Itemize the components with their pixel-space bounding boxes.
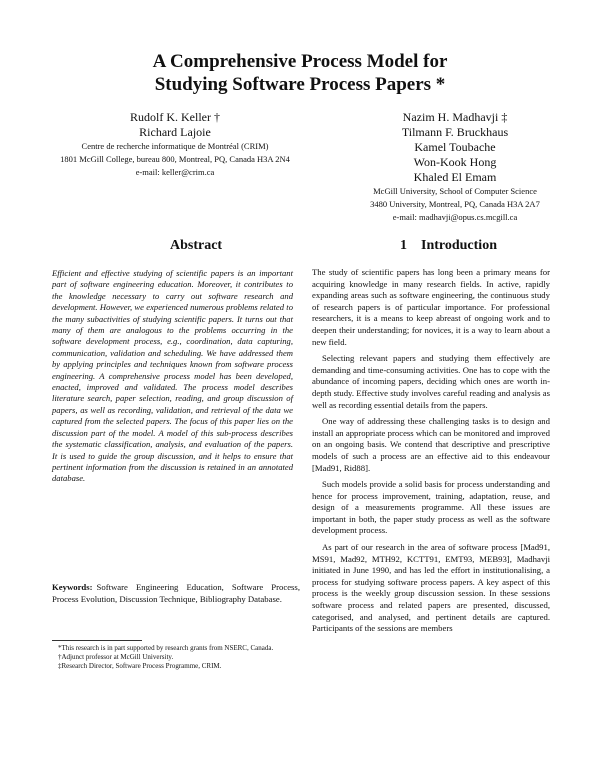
affiliation-line: 3480 University, Montreal, PQ, Canada H3A 2A7	[370, 199, 540, 209]
author-block-mcgill	[330, 110, 580, 224]
author-name: Richard Lajoie	[139, 125, 211, 139]
affiliation-line: McGill University, School of Computer Science	[373, 186, 537, 196]
author-name: Khaled El Emam	[413, 170, 497, 184]
section-title: Introduction	[421, 238, 497, 253]
keywords	[52, 582, 300, 605]
author-name: Nazim H. Madhavji ‡	[402, 110, 508, 124]
abstract-heading: Abstract	[170, 238, 223, 253]
author-name: Rudolf K. Keller †	[130, 110, 220, 124]
abstract-text: Efficient and effective studying of scientific papers is an important part of software engineering education. Moreover, it contributes to the knowledge necessary to carry out software research and development. However, we experienced numerous problems related to the many subactivities of studying scientific papers. It turns out that many of them are analogous to the problems occurring in the software development process, e.g., coordination, data capturing, communication, validation and scheduling. We have addressed them by applying principles and techniques known from software process engineering. A comprehensive process model has been developed, enacted, improved and validated. The process model describes literature search, paper selection, reading, and group discussion of papers, as well as recording, validation, and retrieval of the data we captured from the selected papers. The focus of this paper lies on the discussion part of the model. A model of this sub-process describes the systematic classification, analysis, and evaluation of the papers. It is used to guide the group discussion, and it helps to ensure that pertinent information from the discussion is retained in an annotated database.	[52, 268, 293, 484]
email-line: e-mail: keller@crim.ca	[135, 167, 215, 177]
affiliation-line: Centre de recherche informatique de Montréal (CRIM)	[81, 141, 269, 151]
author-name: Tilmann F. Bruckhaus	[401, 125, 509, 139]
introduction-heading	[400, 238, 497, 254]
footnotes	[52, 644, 302, 672]
author-name: Won-Kook Hong	[413, 155, 497, 169]
title-line-1: A Comprehensive Process Model for	[152, 51, 448, 72]
footnote: †Adjunct professor at McGill University.	[58, 653, 174, 662]
email-line: e-mail: madhavji@opus.cs.mcgill.ca	[392, 212, 518, 222]
keywords-text: Software Engineering Education, Software Process, Process Evolution, Discussion Technique, Bibliography Database.	[52, 582, 300, 604]
paragraph: As part of our research in the area of software process [Mad91, MS91, Mad92, MTH92, KCTT91, EMT93, MEB93], Madhavji initiated in June 1990, and has led the effort in institutionalising, a process for studying software process papers. A key aspect of this process is the weekly group discussion session. In these sessions software process and related papers are presented, discussed, categorised, and analysed, and pertinent details are captured. Participants of the sessions are members	[312, 542, 550, 634]
paragraph: Selecting relevant papers and studying them effectively are demanding and time-consuming activities. One has to cope with the abundance of incoming papers, deciding which ones are worth in-depth study. Effective study involves careful reading and analysis as well as recording essential details from the papers.	[312, 353, 550, 410]
affiliation-line: 1801 McGill College, bureau 800, Montreal, PQ, Canada H3A 2N4	[60, 154, 290, 164]
keywords-label: Keywords:	[52, 582, 93, 592]
paragraph: One way of addressing these challenging tasks is to design and install an appropriate process which can be monitored and improved on an ongoing basis. We contend that descriptive and prescriptive models of such a process are an effective aid to this endeavour [Mad91, Rid88].	[312, 416, 550, 473]
paragraph: The study of scientific papers has long been a primary means for acquiring knowledge in many research fields. In active, rapidly expanding areas such as software engineering, the continuous study of research papers is of particular importance. For professional researchers, it is a means to keep abreast of ongoing work and to deepen their understanding; for novices, it is a way to learn about a new field.	[312, 267, 550, 347]
section-number: 1	[400, 238, 407, 253]
title-line-2: Studying Software Process Papers *	[154, 74, 446, 95]
introduction-body	[312, 267, 550, 640]
paper-title	[0, 50, 600, 96]
author-block-crim	[40, 110, 310, 179]
paragraph: Such models provide a solid basis for process understanding and hence for process improvement, training, adaptation, reuse, and design of a measurements programme. All these issues are important in both, the paper study process as well as the software development process.	[312, 479, 550, 536]
footnote: *This research is in part supported by research grants from NSERC, Canada.	[58, 644, 274, 652]
footnote-rule	[52, 640, 142, 641]
author-name: Kamel Toubache	[414, 140, 496, 154]
footnote: ‡Research Director, Software Process Programme, CRIM.	[58, 662, 222, 671]
